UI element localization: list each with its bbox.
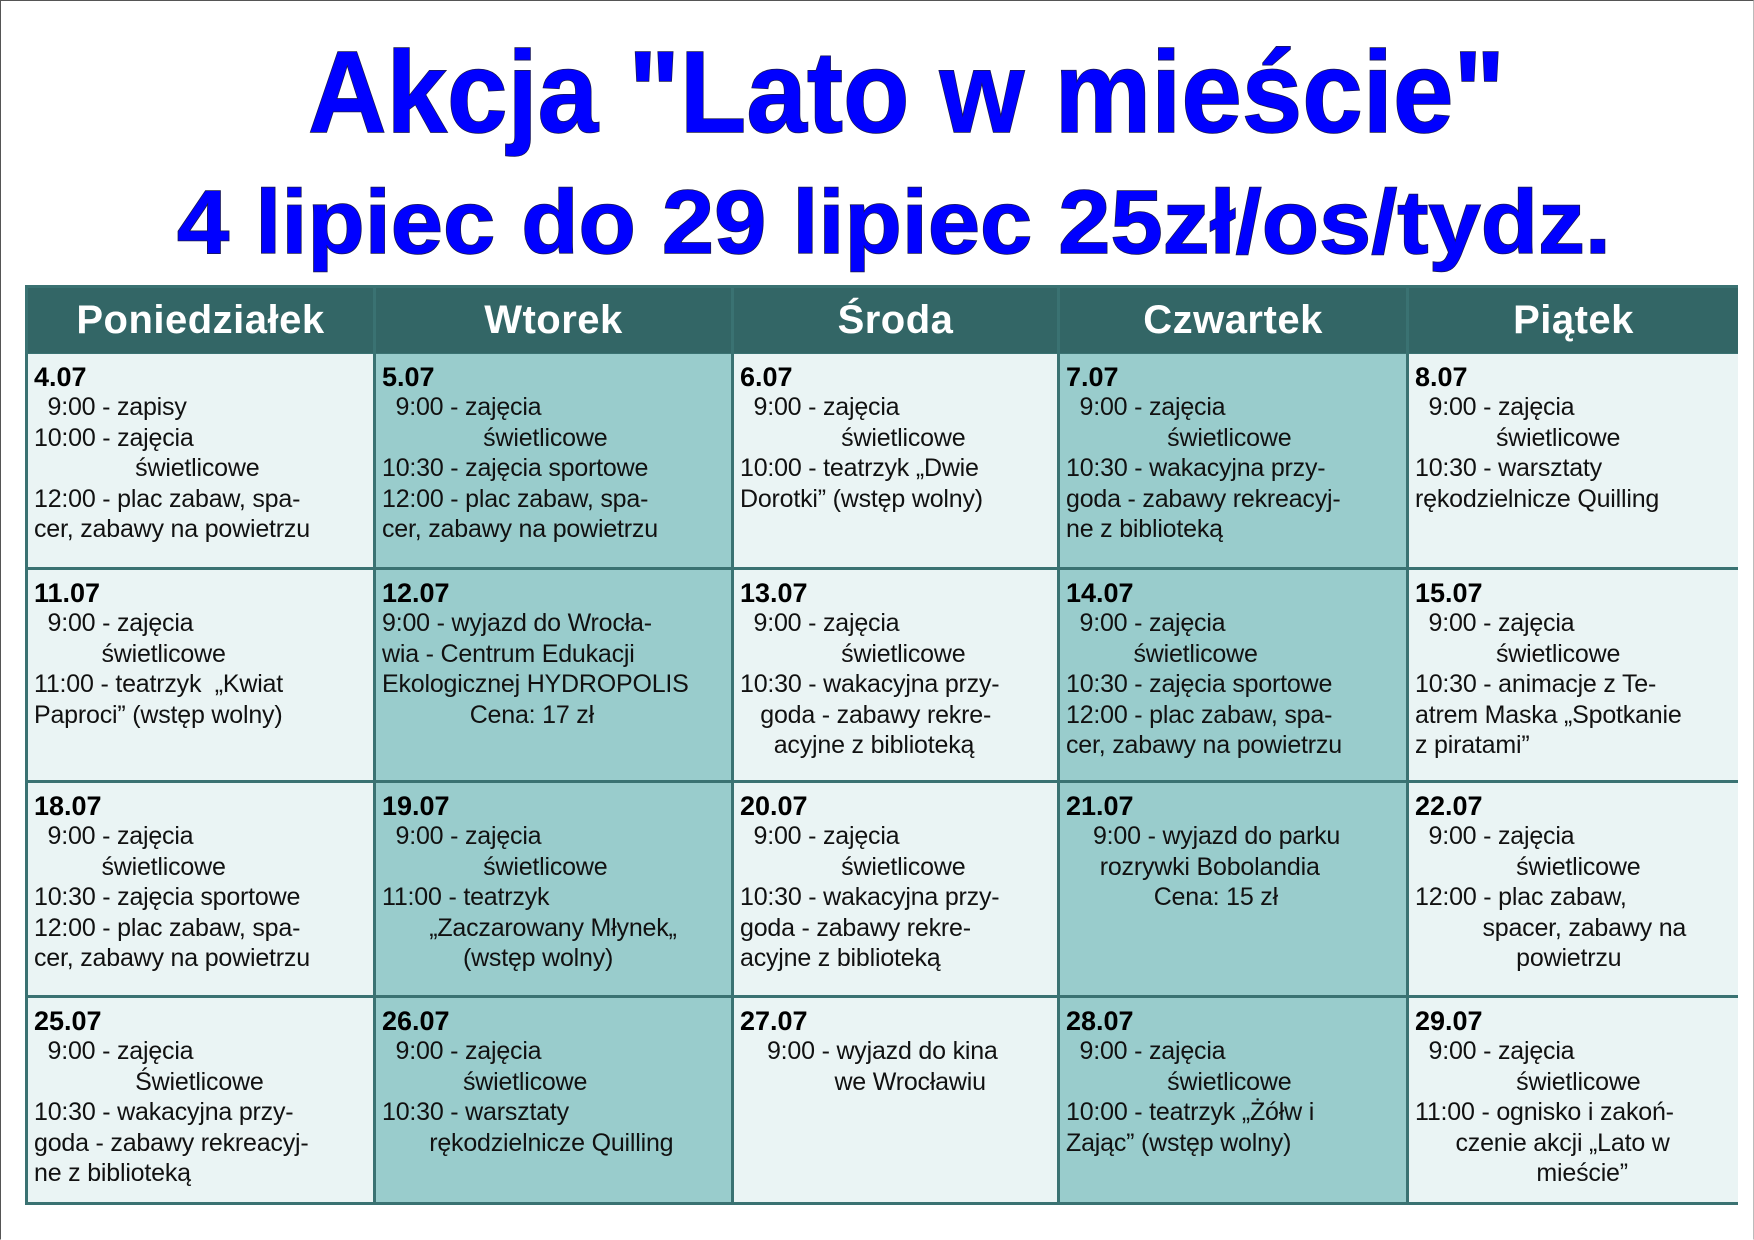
activity-line: 9:00 - zajęcia [1066, 1037, 1226, 1065]
activity-line: świetlicowe [740, 423, 966, 452]
day-cell [1060, 354, 1406, 567]
activity-line: Ekologicznej HYDROPOLIS [382, 670, 689, 698]
activity-line: cer, zabawy na powietrzu [1066, 731, 1342, 759]
activity-line: (wstęp wolny) [382, 944, 614, 972]
activity-line: 9:00 - zajęcia [1066, 609, 1226, 637]
day-cell [28, 998, 373, 1202]
day-cell [1060, 998, 1406, 1202]
cell-date: 12.07 [382, 578, 450, 608]
activity-line: świetlicowe [740, 852, 966, 881]
activity-line: spacer, zabawy na [1415, 913, 1687, 942]
activity-line: świetlicowe [1066, 639, 1258, 668]
cell-date: 6.07 [740, 362, 793, 392]
activity-line: 9:00 - zajęcia [382, 1037, 542, 1065]
activity-line: 10:30 - warsztaty [1415, 454, 1602, 482]
activity-line: świetlicowe [740, 639, 966, 668]
activity-line: 9:00 - zajęcia [740, 393, 900, 421]
day-cell [1060, 783, 1406, 995]
activity-line: rękodzielnicze Quilling [1415, 484, 1660, 513]
cell-date: 8.07 [1415, 362, 1468, 392]
activity-line: goda - zabawy rekreacyj- [34, 1128, 309, 1157]
day-cell [376, 783, 731, 995]
activity-line: 9:00 - zajęcia [740, 822, 900, 850]
activity-line: 10:30 - zajęcia sportowe [1066, 670, 1333, 698]
activity-line: goda - zabawy rekreacyj- [1066, 484, 1341, 513]
activity-line: świetlicowe [1415, 852, 1641, 881]
activity-line: 9:00 - zajęcia [1415, 393, 1575, 421]
activity-line: 10:30 - wakacyjna przy- [740, 670, 1000, 698]
activity-line: cer, zabawy na powietrzu [382, 515, 658, 543]
activity-line: świetlicowe [1066, 1067, 1292, 1096]
activity-line: 9:00 - zajęcia [1415, 822, 1575, 850]
activity-line: świetlicowe [382, 852, 608, 881]
activity-line: 9:00 - zajęcia [740, 609, 900, 637]
activity-line: 9:00 - zajęcia [34, 822, 194, 850]
activity-line: 9:00 - zajęcia [1415, 609, 1575, 637]
activity-line: 10:30 - wakacyjna przy- [1066, 454, 1326, 482]
day-cell [1409, 354, 1738, 567]
activity-line: rękodzielnicze Quilling [382, 1128, 674, 1157]
activity-line: 12:00 - plac zabaw, spa- [382, 484, 649, 513]
day-header: Wtorek [376, 288, 731, 353]
day-cell [1409, 783, 1738, 995]
title-line-1: Akcja "Lato w mieście" [308, 27, 1505, 157]
activity-line: świetlicowe [1066, 423, 1292, 452]
activity-line: rozrywki Bobolandia [1066, 852, 1320, 881]
activity-line: acyjne z biblioteką [740, 731, 975, 759]
activity-line: 9:00 - wyjazd do kina [740, 1037, 998, 1065]
cell-date: 11.07 [34, 578, 101, 608]
cell-date: 21.07 [1066, 791, 1134, 821]
activity-line: świetlicowe [34, 852, 226, 881]
day-header: Czwartek [1060, 288, 1406, 353]
activity-line: Paproci” (wstęp wolny) [34, 700, 283, 729]
activity-line: świetlicowe [382, 1067, 588, 1096]
activity-line: goda - zabawy rekre- [740, 913, 971, 942]
cell-date: 28.07 [1066, 1006, 1134, 1036]
cell-date: 25.07 [34, 1006, 102, 1036]
activity-line: 10:30 - animacje z Te- [1415, 670, 1657, 698]
activity-line: 9:00 - zajęcia [382, 393, 542, 421]
cell-date: 4.07 [34, 362, 87, 392]
day-cell [1060, 570, 1406, 780]
activity-line: czenie akcji „Lato w [1415, 1128, 1670, 1157]
activity-line: świetlicowe [1415, 1067, 1641, 1096]
cell-date: 20.07 [740, 791, 808, 821]
activity-line: 11:00 - teatrzyk „Kwiat [34, 670, 283, 698]
activity-line: 12:00 - plac zabaw, spa- [34, 484, 301, 513]
cell-date: 15.07 [1415, 578, 1483, 608]
day-cell [734, 570, 1057, 780]
activity-line: 10:30 - zajęcia sportowe [34, 883, 301, 911]
title-line-2: 4 lipiec do 29 lipiec 25zł/os/tydz. [177, 173, 1611, 273]
day-cell [376, 570, 731, 780]
cell-date: 29.07 [1415, 1006, 1483, 1036]
cell-date: 19.07 [382, 791, 450, 821]
day-cell [734, 998, 1057, 1202]
cell-date: 26.07 [382, 1006, 450, 1036]
activity-line: 10:00 - teatrzyk „Dwie [740, 454, 979, 482]
activity-line: we Wrocławiu [740, 1067, 986, 1096]
activity-line: 9:00 - zajęcia [1066, 393, 1226, 421]
activity-line: 10:00 - teatrzyk „Żółw i [1066, 1098, 1315, 1126]
activity-line: 9:00 - zajęcia [34, 609, 194, 637]
activity-line: 10:00 - zajęcia [34, 423, 194, 452]
activity-line: 9:00 - zajęcia [382, 822, 542, 850]
day-cell [734, 783, 1057, 995]
activity-line: Cena: 17 zł [382, 700, 594, 729]
activity-line: cer, zabawy na powietrzu [34, 515, 310, 543]
activity-line: Świetlicowe [34, 1067, 264, 1096]
activity-line: 9:00 - zajęcia [34, 1037, 194, 1065]
activity-line: 10:30 - wakacyjna przy- [34, 1098, 294, 1126]
activity-line: 9:00 - wyjazd do parku [1066, 822, 1341, 850]
activity-line: powietrzu [1415, 944, 1622, 972]
cell-date: 18.07 [34, 791, 102, 821]
activity-line: z piratami” [1415, 731, 1530, 759]
day-cell [376, 354, 731, 567]
cell-date: 27.07 [740, 1006, 808, 1036]
activity-line: wia - Centrum Edukacji [382, 639, 635, 668]
day-header: Środa [734, 288, 1057, 353]
activity-line: 12:00 - plac zabaw, spa- [34, 913, 301, 942]
activity-line: 11:00 - ognisko i zakoń- [1415, 1098, 1674, 1126]
activity-line: 12:00 - plac zabaw, [1415, 883, 1627, 911]
activity-line: świetlicowe [34, 454, 260, 482]
day-cell [734, 354, 1057, 567]
activity-line: 9:00 - wyjazd do Wrocła- [382, 609, 652, 637]
activity-line: „Zaczarowany Młynek„ [382, 913, 677, 942]
day-cell [28, 570, 373, 780]
activity-line: świetlicowe [382, 423, 608, 452]
activity-line: cer, zabawy na powietrzu [34, 944, 310, 972]
activity-line: 9:00 - zapisy [34, 393, 187, 421]
activity-line: atrem Maska „Spotkanie [1415, 700, 1682, 729]
activity-line: acyjne z biblioteką [740, 944, 941, 972]
cell-date: 5.07 [382, 362, 435, 392]
activity-line: ne z biblioteką [1066, 515, 1223, 543]
activity-line: Cena: 15 zł [1066, 883, 1278, 911]
activity-line: świetlicowe [1415, 639, 1621, 668]
activity-line: 9:00 - zajęcia [1415, 1037, 1575, 1065]
activity-line: świetlicowe [34, 639, 226, 668]
activity-line: Zając” (wstęp wolny) [1066, 1128, 1292, 1157]
cell-date: 7.07 [1066, 362, 1119, 392]
cell-date: 13.07 [740, 578, 808, 608]
day-cell [28, 783, 373, 995]
day-header: Piątek [1409, 288, 1738, 353]
day-cell [1409, 998, 1738, 1202]
activity-line: 12:00 - plac zabaw, spa- [1066, 700, 1333, 729]
activity-line: 11:00 - teatrzyk [382, 883, 550, 911]
activity-line: Dorotki” (wstęp wolny) [740, 484, 983, 513]
activity-line: ne z biblioteką [34, 1159, 191, 1187]
cell-date: 22.07 [1415, 791, 1483, 821]
activity-line: mieście” [1415, 1159, 1628, 1187]
schedule-table [25, 285, 1738, 1205]
day-header: Poniedziałek [28, 288, 373, 353]
activity-line: 10:30 - wakacyjna przy- [740, 883, 1000, 911]
day-cell [376, 998, 731, 1202]
activity-line: 10:30 - warsztaty [382, 1098, 569, 1126]
activity-line: świetlicowe [1415, 423, 1621, 452]
activity-line: 10:30 - zajęcia sportowe [382, 454, 649, 482]
cell-date: 14.07 [1066, 578, 1134, 608]
activity-line: goda - zabawy rekre- [740, 700, 992, 729]
day-cell [1409, 570, 1738, 780]
day-cell [28, 354, 373, 567]
poster-title [0, 0, 1754, 280]
